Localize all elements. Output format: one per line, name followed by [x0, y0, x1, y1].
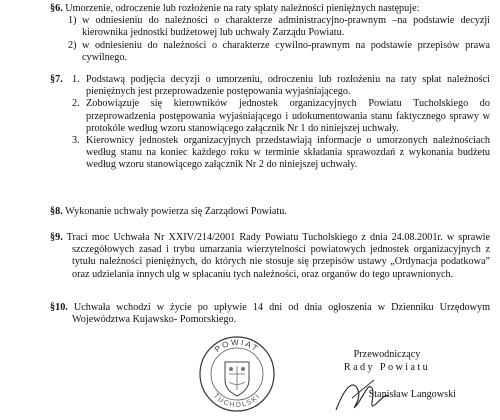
section-6-list — [50, 15, 490, 64]
section-9-text: Traci moc Uchwała Nr XXIV/214/2001 Rady Powiatu Tucholskiego z dnia 24.08.2001r. w sprawie szczegółowych zasad i trybu umarzania wierzytelności powiatowych jednostek organizacyjnych z tytułu należności pieniężnych, do których nie stosuje się przepisów ustawy „Ordynacja podatkowa” oraz udzielania innych ulg w spłacaniu tych należności, oraz organów do tego uprawnionych. — [66, 232, 490, 280]
section-8-number: §8. — [50, 206, 63, 217]
signature-title: Przewodniczący — [353, 349, 421, 360]
section-9 — [50, 232, 490, 281]
section-10-number: §10. — [50, 302, 68, 313]
section-6 — [50, 3, 490, 64]
section-9-number: §9. — [50, 232, 63, 243]
section-6-number: §6. — [50, 3, 63, 14]
section-7-number: §7. — [50, 74, 63, 85]
section-7 — [50, 74, 490, 172]
section-10 — [50, 302, 490, 326]
signature-name: Stanisław Langowski — [368, 389, 456, 400]
list-item: 2) w odniesieniu do należności o charakterze cywilno-prawnym na podstawie przepisów prawa cywilnego. — [68, 39, 490, 63]
section-8 — [50, 206, 490, 218]
official-seal — [198, 332, 276, 416]
list-item: 2. Zobowiązuje się kierowników jednostek organizacyjnych Powiatu Tucholskiego do przeprowadzenia postępowania wyjaśniającego i udokumentowania stanu faktycznego sprawy w protokóle według wzoru stanowiącego załącznik Nr 1 do niniejszej uchwały. — [72, 98, 490, 134]
seal-top-text: POWIAT — [213, 337, 261, 355]
coat-of-arms-icon — [225, 362, 249, 396]
list-item: 1. Podstawą podjęcia decyzji o umorzeniu, odroczeniu lub rozłożeniu na raty spłat należności pieniężnych jest przeprowadzenie postępowania wyjaśniającego. — [72, 74, 490, 98]
list-item: 3. Kierownicy jednostek organizacyjnych przedstawiają informacje o umorzonych należnościach według stanu na koniec każdego roku w terminie składania sprawozdań z wykonania budżetu według wzoru stanowiącego załącznik Nr 2 do niniejszej uchwały. — [72, 135, 490, 171]
section-10-text: Uchwała wchodzi w życie po upływie 14 dni od dnia ogłoszenia w Dzienniku Urzędowym Województwa Kujawsko- Pomorskiego. — [72, 302, 491, 326]
list-item: 1) w odniesieniu do należności o charakterze administracyjno-prawnym –na podstawie decyzji kierownika jednostki budżetowej lub uchwały Zarządu Powiatu. — [68, 15, 490, 39]
section-6-text: Umorzenie, odroczenie lub rozłożenie na raty spłaty należności pieniężnych następuje: — [65, 3, 420, 14]
handwritten-signature-icon — [332, 376, 392, 418]
section-8-text: Wykonanie uchwały powierza się Zarządowi Powiatu. — [65, 206, 287, 217]
signature-council: Rady Powiatu — [343, 362, 431, 373]
section-7-list — [72, 74, 490, 172]
seal-bottom-text: TUCHOLSKI — [211, 392, 263, 410]
